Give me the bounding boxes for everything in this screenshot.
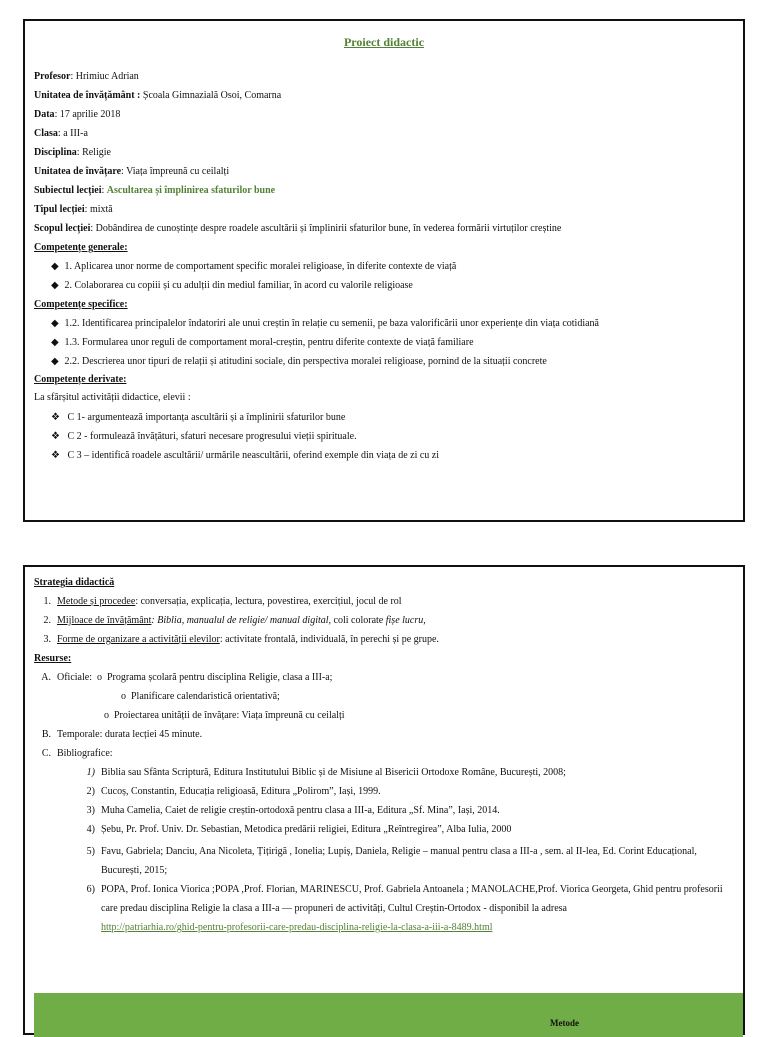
circle-bullet-icon: o xyxy=(96,672,102,683)
list-item: o Planificare calendaristică orientativă; xyxy=(121,691,280,702)
resurse-oficiale: A. Oficiale: o Programa școlară pentru disciplina Religie, clasa a III-a; xyxy=(41,672,333,683)
biblio-item: 4) Șebu, Pr. Prof. Univ. Dr. Sebastian, Metodica predării religiei, Editura „Reîntregirea”, Alba Iulia, 2000 xyxy=(86,824,512,835)
competente-specifice-heading: Competențe specifice: xyxy=(34,299,128,310)
table-header-metode: Metode xyxy=(550,1018,579,1028)
cross-bullet-icon: ❖ xyxy=(51,412,60,423)
list-item: ❖ C 3 – identifică roadele ascultării/ urmările neascultării, oferind exemple din viața de zi cu zi xyxy=(51,450,440,461)
competente-generale-heading: Competențe generale: xyxy=(34,242,128,253)
field-profesor: Profesor: Hrimiuc Adrian xyxy=(34,71,139,82)
list-item: 3. Forme de organizare a activității elevilor: activitate frontală, individuală, în perechi și pe grupe. xyxy=(43,634,439,645)
diamond-bullet-icon: ◆ xyxy=(51,280,59,291)
field-scopul: Scopul lecției: Dobândirea de cunoștințe despre roadele ascultării și împlinirii sfaturilor bune, în vederea formării virtuților creștine xyxy=(34,223,562,234)
biblio-item: 6) POPA, Prof. Ionica Viorica ;POPA ,Prof. Florian, MARINESCU, Prof. Gabriela Antoanela ; MANOLACHE,Prof. Viorica Georgeta, Ghid pentru profesorii care predau disciplina Religie la clasa a III-a — propuneri de activități, Cultul Creștin-Ortodox - disponibil la adresa http://patriarhia.ro/ghid-pentru-profesorii-care-predau-disciplina-religie-la-clasa-a-iii-a-8489.html xyxy=(86,884,723,933)
diamond-bullet-icon: ◆ xyxy=(51,318,59,329)
field-tipul: Tipul lecției: mixtă xyxy=(34,204,113,215)
biblio-item: 2) Cucoș, Constantin, Educația religioasă, Editura „Polirom”, Iași, 1999. xyxy=(86,786,381,797)
list-item: ◆ 2.2. Descrierea unor tipuri de relații și atitudini sociale, din perspectiva moralei religioase, pornind de la situații concrete xyxy=(51,356,547,367)
diamond-bullet-icon: ◆ xyxy=(51,261,59,272)
list-item: ◆ 1.2. Identificarea principalelor îndatoriri ale unui creștin în relație cu semenii, pe baza valorificării unor experiențe din viața cotidiană xyxy=(51,318,599,329)
document-page-1 xyxy=(23,19,745,522)
circle-bullet-icon: o xyxy=(104,710,109,721)
guide-link[interactable]: http://patriarhia.ro/ghid-pentru-profesorii-care-predau-disciplina-religie-la-clasa-a-iii-a-8489.html xyxy=(101,922,493,933)
field-clasa: Clasa: a III-a xyxy=(34,128,88,139)
diamond-bullet-icon: ◆ xyxy=(51,356,59,367)
list-item: ◆ 1.3. Formularea unor reguli de comportament moral-creștin, pentru diferite contexte de viață familiare xyxy=(51,337,474,348)
competente-derivate-heading: Competențe derivate: xyxy=(34,374,127,385)
document-title: Proiect didactic xyxy=(343,35,425,49)
list-item: ❖ C 2 - formulează învățături, sfaturi necesare progresului vieții spirituale. xyxy=(51,431,357,442)
cross-bullet-icon: ❖ xyxy=(51,431,60,442)
strategia-heading: Strategia didactică xyxy=(34,577,115,588)
cross-bullet-icon: ❖ xyxy=(51,450,60,461)
list-item: 1. Metode și procedee: conversația, explicația, lectura, povestirea, exercițiul, jocul de rol xyxy=(43,596,402,607)
list-item: o Proiectarea unității de învățare: Viața împreună cu ceilalți xyxy=(104,710,345,721)
field-data: Data: 17 aprilie 2018 xyxy=(34,109,121,120)
circle-bullet-icon: o xyxy=(121,691,126,702)
list-item: 2. Mijloace de învățământ: Biblia, manualul de religie/ manual digital, coli colorate fișe lucru, xyxy=(43,615,426,626)
biblio-item: 1) Biblia sau Sfânta Scriptură, Editura Institutului Biblic și de Misiune al Bisericii Ortodoxe Române, București, 2008; xyxy=(86,767,566,778)
field-unitate: Unitatea de învățământ : Școala Gimnazială Osoi, Comarna xyxy=(34,90,282,101)
list-item: ❖ C 1- argumentează importanța ascultării și a împlinirii sfaturilor bune xyxy=(51,412,346,423)
field-subiectul: Subiectul lecției: Ascultarea și împlinirea sfaturilor bune xyxy=(34,185,276,196)
table-header-bar xyxy=(34,993,743,1037)
list-item: ◆ 1. Aplicarea unor norme de comportament specific moralei religioase, în diferite contexte de viață xyxy=(51,261,457,272)
diamond-bullet-icon: ◆ xyxy=(51,337,59,348)
field-disciplina: Disciplina: Religie xyxy=(34,147,111,158)
resurse-bibliografice: C. Bibliografice: xyxy=(41,748,113,759)
biblio-item: 5) Favu, Gabriela; Danciu, Ana Nicoleta, Țițirigă , Ionelia; Lupiș, Daniela, Religie – manual pentru clasa a III-a , sem. al II-lea, Ed. Corint Educațional, București, 2015; xyxy=(86,846,697,876)
competente-derivate-intro: La sfârșitul activității didactice, elevii : xyxy=(34,392,191,403)
biblio-item: 3) Muha Camelia, Caiet de religie creștin-ortodoxă pentru clasa a III-a, Editura „Sf. Mina”, Iași, 2014. xyxy=(86,805,500,816)
resurse-heading: Resurse: xyxy=(34,653,72,664)
resurse-temporale: B. Temporale: durata lecției 45 minute. xyxy=(41,729,203,740)
document-page-2 xyxy=(23,565,745,1035)
list-item: ◆ 2. Colaborarea cu copiii și cu adulții din mediul familiar, în acord cu valorile religioase xyxy=(51,280,413,291)
field-unitatea-invatare: Unitatea de învățare: Viața împreună cu ceilalți xyxy=(34,166,230,177)
